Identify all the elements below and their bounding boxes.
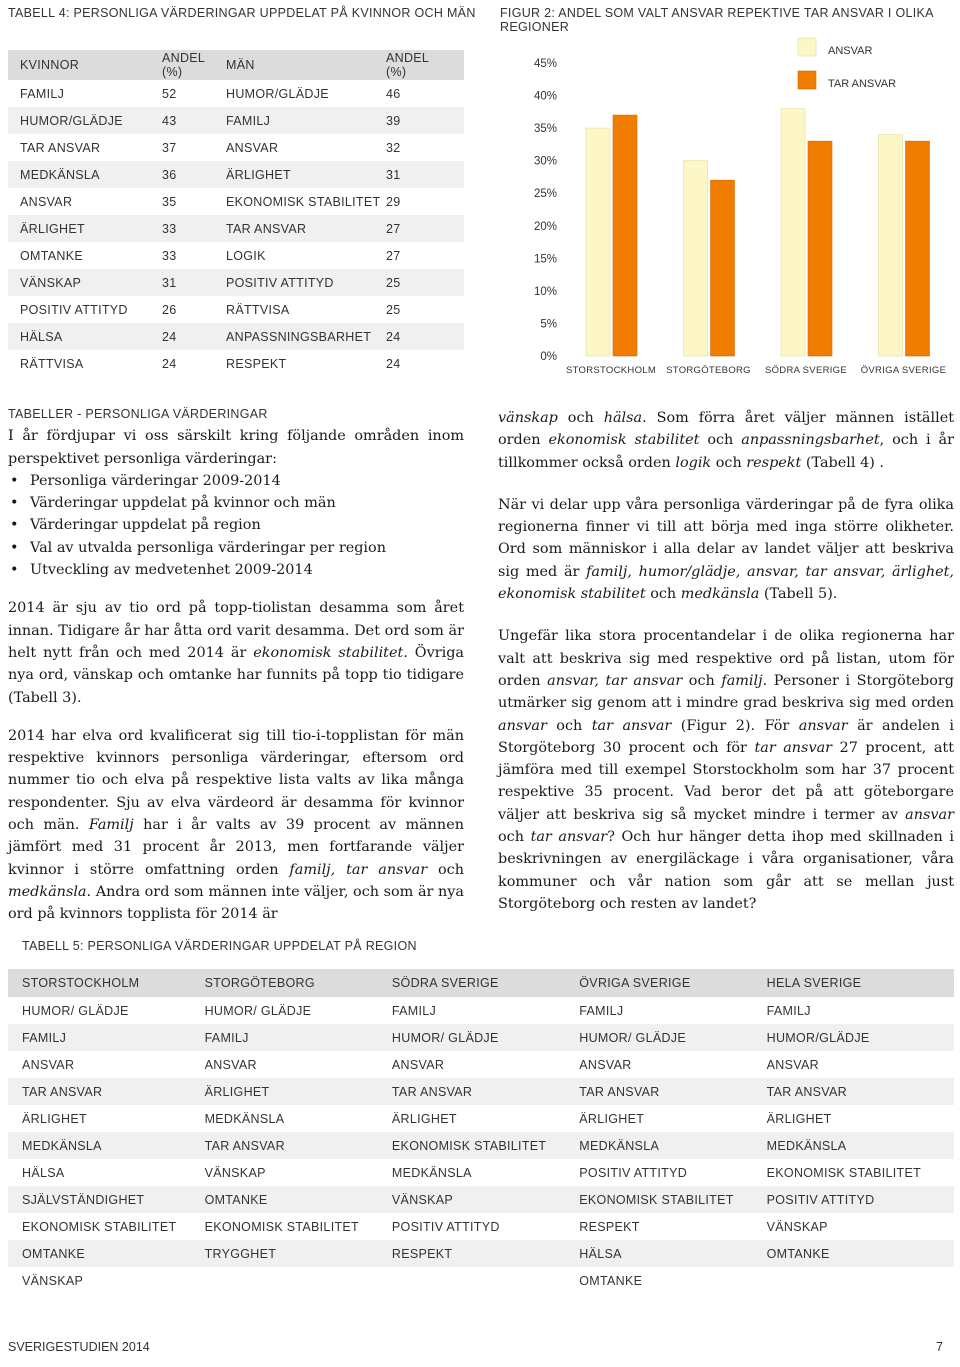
table5 <box>8 969 954 1294</box>
table-row <box>8 1267 954 1294</box>
left-text-column <box>8 403 464 938</box>
table5-cell: ANSVAR <box>391 1057 445 1072</box>
table5-cell: VÄNSKAP <box>22 1273 84 1288</box>
table5-cell: ANSVAR <box>22 1057 75 1072</box>
table4-cell: 33 <box>162 221 177 236</box>
table5-cell: EKONOMISK STABILITET <box>391 1138 547 1153</box>
table5-cell: HUMOR/GLÄDJE <box>766 1030 870 1045</box>
y-tick-label: 0% <box>540 351 557 363</box>
y-tick-label: 5% <box>540 318 557 331</box>
y-tick-label: 20% <box>533 220 557 233</box>
bar-ansvar <box>586 128 610 356</box>
table4-cell: OMTANKE <box>20 248 83 263</box>
table4-cell: 36 <box>162 167 177 182</box>
table-row <box>8 1132 954 1159</box>
table5-cell: HUMOR/ GLÄDJE <box>391 1030 499 1045</box>
table5-cell: FAMILJ <box>766 1003 811 1018</box>
table5-cell: ÄRLIGHET <box>766 1111 832 1126</box>
table4-cell: POSITIV ATTITYD <box>226 275 334 290</box>
bar-tar-ansvar <box>906 141 930 356</box>
paragraph-3: 2014 har elva ord kvalificerat sig till tio-i-topplistan för män respektive kvinnors personliga värderingar, eftersom ord nummer tio och elva på respektive lista valts av lika många respondenter. Sju av elva värdeord är desamma för kvinnor och män. Familj har i år valts av 39 procent av männen jämfört med 31 procent år 2013, men fortfarande väljer kvinnor i större omfattning orden familj, tar ansvar och medkänsla. Andra ord som männen inte väljer, och som är nya ord på kvinnors topplista för 2014 är <box>8 727 464 923</box>
table5-cell: TAR ANSVAR <box>579 1084 660 1099</box>
table-row <box>8 1105 954 1132</box>
table4-cell: LOGIK <box>226 248 266 263</box>
table-row <box>8 1186 954 1213</box>
table4-cell: EKONOMISK STABILITET <box>226 194 381 209</box>
table4-cell: 29 <box>386 194 401 209</box>
table4-cell: 24 <box>162 356 177 371</box>
table5-cell: EKONOMISK STABILITET <box>579 1192 734 1207</box>
table5-cell: OMTANKE <box>579 1273 643 1288</box>
table5-cell: HUMOR/ GLÄDJE <box>204 1003 312 1018</box>
table5-cell: STORGÖTEBORG <box>204 976 315 990</box>
x-category-label: STORGÖTEBORG <box>666 365 751 376</box>
table5-cell: RESPEKT <box>579 1219 640 1234</box>
table-row <box>8 242 464 269</box>
table-row <box>8 1159 954 1186</box>
table4-caption: TABELL 4: PERSONLIGA VÄRDERINGAR UPPDELAT PÅ KVINNOR OCH MÄN <box>8 6 476 20</box>
table4-cell: 25 <box>386 302 401 317</box>
table5-cell: SÖDRA SVERIGE <box>391 976 499 990</box>
table4-cell: RESPEKT <box>226 356 287 371</box>
x-category-label: ÖVRIGA SVERIGE <box>860 365 947 376</box>
table4-cell: ANSVAR <box>226 140 279 155</box>
section-heading: TABELLER - PERSONLIGA VÄRDERINGAR <box>8 407 268 421</box>
table-row <box>8 1051 954 1078</box>
table5-cell: MEDKÄNSLA <box>204 1111 285 1126</box>
table-row <box>8 350 464 377</box>
paragraph-2: 2014 är sju av tio ord på topp-tiolistan desamma som året innan. Tidigare år har åtta ord varit desamma. Det ord som är helt nytt från och med 2014 är ekonomisk stabilitet. Övriga nya ord, vänskap och omtanke har funnits på topp tio tidigare (Tabell 3). <box>8 600 464 706</box>
right-paragraph-1: vänskap och hälsa. Som förra året väljer männen istället orden ekonomisk stabilitet och anpassningsbarhet, och i år tillkommer också orden logik och respekt (Tabell 4) . <box>498 410 954 471</box>
table5-cell: STORSTOCKHOLM <box>22 976 140 990</box>
table5-cell: HUMOR/ GLÄDJE <box>579 1030 686 1045</box>
table5-cell: VÄNSKAP <box>204 1165 266 1180</box>
y-tick-label: 30% <box>533 155 557 168</box>
table5-caption: TABELL 5: PERSONLIGA VÄRDERINGAR UPPDELAT PÅ REGION <box>22 939 417 953</box>
right-paragraph-3: Ungefär lika stora procentandelar i de olika regionerna har valt att beskriva sig med respektive ord på listan, utom för orden ansvar, tar ansvar och familj. Personer i Storgöteborg utmärker sig genom att i mindre grad beskriva sig med orden ansvar och tar ansvar (Figur 2). För ansvar är andelen i Storgöteborg 30 procent och för tar ansvar 27 procent, att jämföra med till exempel Storstockholm som har 37 procent respektive 35 procent. Vad beror det på att göteborgare väljer att beskriva sig så mycket mindre i termer av ansvar och tar ansvar? Och hur hänger detta ihop med skillnaden i beskrivningen av energiläckage i våra organisationer, våra kommuner och vår nation som går att se mellan just Storgöteborg och resten av landet? <box>498 628 955 912</box>
table5-cell: RESPEKT <box>391 1246 453 1261</box>
table-row <box>8 161 464 188</box>
legend-label: ANSVAR <box>828 45 873 57</box>
table4-cell: 26 <box>162 302 177 317</box>
table4-cell: FAMILJ <box>226 113 271 128</box>
table4-cell: 25 <box>386 275 401 290</box>
bullet-item: • Värderingar uppdelat på kvinnor och män <box>8 492 464 514</box>
table5-cell: FAMILJ <box>204 1030 249 1045</box>
table5-cell: ÄRLIGHET <box>391 1111 457 1126</box>
bar-tar-ansvar <box>711 180 735 356</box>
table5-cell: ÖVRIGA SVERIGE <box>579 976 691 990</box>
table4-cell: MEDKÄNSLA <box>20 167 100 182</box>
table5-cell: OMTANKE <box>22 1246 85 1261</box>
table4 <box>8 50 464 377</box>
table4-cell: ÄRLIGHET <box>20 221 85 236</box>
table5-cell: TAR ANSVAR <box>204 1138 285 1153</box>
table-row <box>8 215 464 242</box>
table4-cell: VÄNSKAP <box>20 275 82 290</box>
table5-cell: MEDKÄNSLA <box>766 1138 847 1153</box>
table4-cell: RÄTTVISA <box>20 356 84 371</box>
table4-cell: ANDEL (%) <box>386 51 429 79</box>
x-category-label: SÖDRA SVERIGE <box>764 365 848 376</box>
table5-header-row <box>8 969 954 997</box>
table4-cell: 33 <box>162 248 177 263</box>
table5-cell: FAMILJ <box>22 1030 67 1045</box>
table5-cell: OMTANKE <box>766 1246 830 1261</box>
table5-cell: ANSVAR <box>204 1057 257 1072</box>
table5-cell: HÄLSA <box>579 1246 622 1261</box>
table4-cell: ÄRLIGHET <box>226 167 291 182</box>
table4-cell: 52 <box>162 86 177 101</box>
bullet-item: • Personliga värderingar 2009-2014 <box>8 470 464 492</box>
table-row <box>8 323 464 350</box>
table5-cell: POSITIV ATTITYD <box>579 1165 688 1180</box>
y-tick-label: 15% <box>533 253 557 266</box>
bar-ansvar <box>684 161 708 356</box>
table4-cell: RÄTTVISA <box>226 302 290 317</box>
table-row <box>8 1024 954 1051</box>
table5-cell: HUMOR/ GLÄDJE <box>22 1003 129 1018</box>
y-tick-label: 25% <box>533 188 557 201</box>
table5-cell: MEDKÄNSLA <box>391 1165 472 1180</box>
table-row <box>8 188 464 215</box>
table5-cell: OMTANKE <box>204 1192 268 1207</box>
table-row <box>8 107 464 134</box>
bullet-list <box>8 470 464 581</box>
table-row <box>8 1240 954 1267</box>
table-row <box>8 134 464 161</box>
table5-cell: ÄRLIGHET <box>204 1084 270 1099</box>
table4-cell: 31 <box>386 167 401 182</box>
table-row <box>8 997 954 1024</box>
table5-cell: FAMILJ <box>579 1003 624 1018</box>
bar-ansvar <box>781 109 805 356</box>
table5-cell: EKONOMISK STABILITET <box>204 1219 359 1234</box>
bar-tar-ansvar <box>808 141 832 356</box>
table5-cell: TAR ANSVAR <box>391 1084 473 1099</box>
table4-cell: FAMILJ <box>20 86 65 101</box>
table4-cell: 27 <box>386 248 401 263</box>
table5-cell: SJÄLVSTÄNDIGHET <box>22 1192 145 1207</box>
footer-publication: SVERIGESTUDIEN 2014 <box>8 1340 150 1354</box>
right-paragraph-2: När vi delar upp våra personliga värderingar på de fyra olika regionerna finner vi till att börja med inga större olikheter. Ord som människor i alla delar av landet väljer att beskriva sig med är familj, humor/glädje, ansvar, tar ansvar, ärlighet, ekonomisk stabilitet och medkänsla (Tabell 5). <box>498 496 954 603</box>
bar-tar-ansvar <box>613 115 637 356</box>
table5-cell: TAR ANSVAR <box>766 1084 847 1099</box>
y-tick-label: 40% <box>533 90 557 103</box>
table4-cell: 32 <box>386 140 401 155</box>
right-text-column <box>498 407 954 927</box>
table4-cell: POSITIV ATTITYD <box>20 302 128 317</box>
table4-cell: 43 <box>162 113 177 128</box>
bullet-item: • Värderingar uppdelat på region <box>8 514 464 536</box>
table5-cell: ÄRLIGHET <box>579 1111 645 1126</box>
table5-cell: EKONOMISK STABILITET <box>22 1219 177 1234</box>
figure2-caption: FIGUR 2: ANDEL SOM VALT ANSVAR REPEKTIVE TAR ANSVAR I OLIKA REGIONER <box>500 6 934 34</box>
table4-cell: HUMOR/GLÄDJE <box>20 113 123 128</box>
table5-cell: HELA SVERIGE <box>766 976 862 990</box>
legend-swatch <box>798 38 816 56</box>
table5-cell: ANSVAR <box>579 1057 632 1072</box>
legend-label: TAR ANSVAR <box>828 78 897 90</box>
table-row <box>8 1078 954 1105</box>
table4-cell: MÄN <box>226 58 255 72</box>
table5-cell: MEDKÄNSLA <box>579 1138 660 1153</box>
table-row <box>8 296 464 323</box>
table4-cell: 31 <box>162 275 177 290</box>
table-row <box>8 269 464 296</box>
table4-cell: TAR ANSVAR <box>226 221 307 236</box>
table4-cell: 27 <box>386 221 401 236</box>
bar-ansvar <box>879 135 903 356</box>
table5-cell: POSITIV ATTITYD <box>766 1192 875 1207</box>
table-row <box>8 80 464 107</box>
y-tick-label: 35% <box>533 123 557 136</box>
table5-cell: TAR ANSVAR <box>22 1084 103 1099</box>
table4-header-row <box>8 50 464 80</box>
y-tick-label: 45% <box>533 58 557 70</box>
table4-cell: HÄLSA <box>20 329 63 344</box>
y-tick-label: 10% <box>533 285 557 298</box>
table4-cell: HUMOR/GLÄDJE <box>226 86 329 101</box>
table4-cell: 46 <box>386 86 401 101</box>
legend-swatch <box>798 71 816 89</box>
table5-cell: FAMILJ <box>391 1003 437 1018</box>
table5-cell: ÄRLIGHET <box>22 1111 87 1126</box>
table4-cell: ANSVAR <box>20 194 73 209</box>
page-number: 7 <box>936 1340 943 1354</box>
intro-paragraph: I år fördjupar vi oss särskilt kring följande områden inom perspektivet personliga värderingar: <box>8 428 464 467</box>
table5-cell: HÄLSA <box>22 1165 65 1180</box>
table4-cell: 39 <box>386 113 401 128</box>
table4-cell: KVINNOR <box>20 58 80 72</box>
table4-cell: ANPASSNINGSBARHET <box>226 329 372 344</box>
table5-cell: VÄNSKAP <box>391 1192 454 1207</box>
table5-cell: ANSVAR <box>766 1057 819 1072</box>
bullet-item: • Utveckling av medvetenhet 2009-2014 <box>8 559 464 581</box>
table5-cell: POSITIV ATTITYD <box>391 1219 500 1234</box>
table4-cell: 24 <box>386 356 401 371</box>
table5-cell: MEDKÄNSLA <box>22 1138 102 1153</box>
table4-cell: 35 <box>162 194 177 209</box>
table4-cell: 24 <box>386 329 401 344</box>
table5-cell: TRYGGHET <box>204 1246 277 1261</box>
table4-cell: TAR ANSVAR <box>20 140 101 155</box>
table4-cell: 24 <box>162 329 177 344</box>
bullet-item: • Val av utvalda personliga värderingar per region <box>8 537 464 559</box>
table4-cell: ANDEL (%) <box>162 51 205 79</box>
table5-cell: EKONOMISK STABILITET <box>766 1165 922 1180</box>
figure2-chart <box>498 30 958 390</box>
table-row <box>8 1213 954 1240</box>
x-category-label: STORSTOCKHOLM <box>565 365 657 376</box>
table5-cell: VÄNSKAP <box>766 1219 828 1234</box>
table4-cell: 37 <box>162 140 177 155</box>
